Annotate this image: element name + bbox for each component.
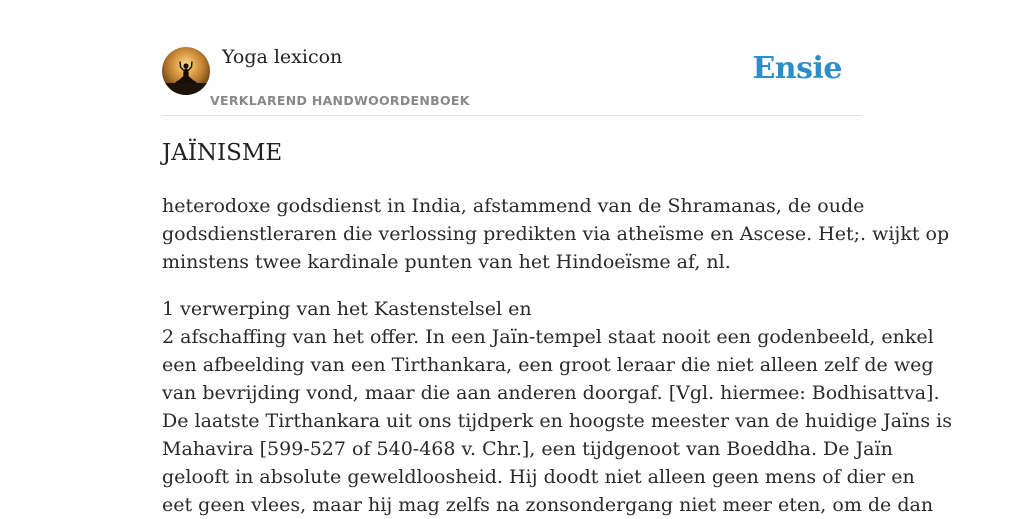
text-line: 1 verwerping van het Kastenstelsel en: [162, 298, 532, 320]
text-line: van bevrijding vond, maar die aan anderen doorgaf. [Vgl. hiermee: Bodhisattva].: [162, 382, 940, 404]
text-line: godsdienstleraren die verlossing predikten via atheïsme en Ascese. Het;. wijkt op: [162, 223, 950, 245]
text-line: minstens twee kardinale punten van het Hindoeïsme af, nl.: [162, 251, 731, 273]
avatar[interactable]: [162, 47, 210, 95]
definition-paragraph-2: [162, 295, 952, 519]
text-line: heterodoxe godsdienst in India, afstammend van de Shramanas, de oude: [162, 195, 865, 217]
definition-paragraph-1: [162, 192, 950, 276]
page: [162, 0, 952, 516]
site-subtitle[interactable]: VERKLAREND HANDWOORDENBOEK: [210, 93, 470, 108]
site-title[interactable]: Yoga lexicon: [222, 46, 343, 68]
text-line: 2 afschaffing van het offer. In een Jaïn-tempel staat nooit een godenbeeld, enkel: [162, 326, 934, 348]
entry-definition: [162, 192, 952, 519]
text-line: De laatste Tirthankara uit ons tijdperk en hoogste meester van de huidige Jaïns is: [162, 410, 952, 432]
text-line: een afbeelding van een Tirthankara, een groot leraar die niet alleen zelf de weg: [162, 354, 934, 376]
text-line: Mahavira [599-527 of 540-468 v. Chr.], een tijdgenoot van Boeddha. De Jaïn: [162, 438, 893, 460]
site-header: [162, 0, 862, 116]
entry-term: JAÏNISME: [162, 140, 283, 166]
text-line: gelooft in absolute geweldloosheid. Hij doodt niet alleen geen mens of dier en: [162, 466, 915, 488]
meditation-silhouette-icon: [162, 47, 210, 95]
brand-logo[interactable]: Ensie: [752, 51, 842, 86]
text-line: eet geen vlees, maar hij mag zelfs na zonsondergang niet meer eten, om de dan: [162, 494, 934, 516]
